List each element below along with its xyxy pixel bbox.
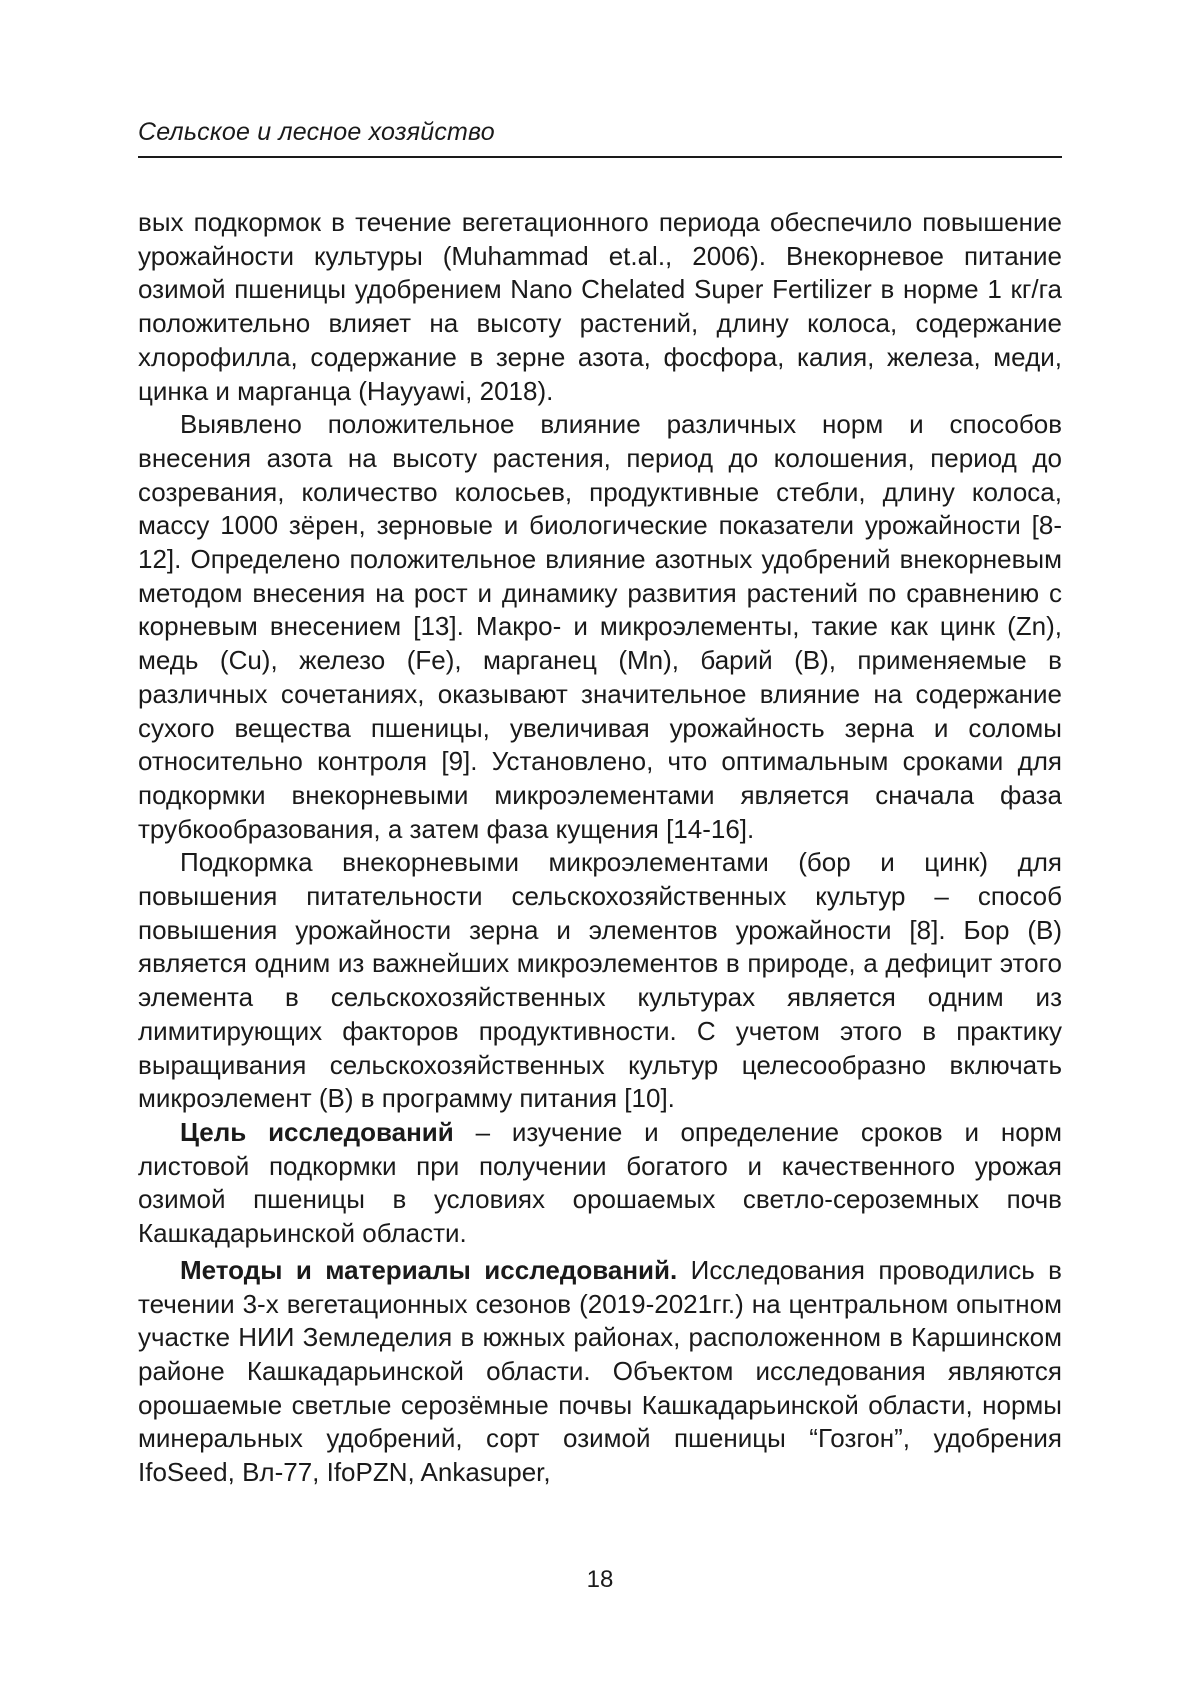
main-text xyxy=(138,206,1062,1490)
header-rule xyxy=(138,156,1062,158)
paragraph-5 xyxy=(138,1254,1062,1490)
paragraph-5-text: Исследования проводились в течении 3-х вегетационных сезонов (2019-2021гг.) на центральном опытном участке НИИ Земледелия в южных районах, расположенном в Каршинском районе Кашкадарьинской области. Объектом исследования являются орошаемые светлые серозёмные почвы Кашкадарьинской области, нормы минеральных удобрений, сорт озимой пшеницы “Гозгон”, удобрения IfoSeed, Вл-77, IfoPZN, Ankasuper, xyxy=(138,1254,1062,1488)
paragraph-1: вых подкормок в течение вегетационного периода обеспечило повышение урожайности культуры (Muhammad et.al., 2006). Внекорневое питание озимой пшеницы удобрением Nano Chelated Super Fertilizer в норме 1 кг/га положительно влияет на высоту растений, длину колоса, содержание хлорофилла, содержание в зерне азота, фосфора, калия, железа, меди, цинка и марганца (Hayyawi, 2018). xyxy=(138,207,1062,406)
running-header: Сельское и лесное хозяйство xyxy=(138,118,495,146)
paragraph-4 xyxy=(138,1116,1062,1251)
page-number: 18 xyxy=(586,1566,614,1593)
paragraph-2: Выявлено положительное влияние различных норм и способов внесения азота на высоту растения, период до колошения, период до созревания, количество колосьев, продуктивные стебли, длину колоса, массу 1000 зёрен, зерновые и биологические показатели урожайности [8-12]. Определено положительное влияние азотных удобрений внекорневым методом внесения на рост и динамику развития растений по сравнению с корневым внесением [13]. Макро- и микроэлементы, такие как цинк (Zn), медь (Cu), железо (Fe), марганец (Mn), барий (B), применяемые в различных сочетаниях, оказывают значительное влияние на содержание сухого вещества пшеницы, увеличивая урожайность зерна и соломы относительно контроля [9]. Установлено, что оптимальным сроками для подкормки внекорневыми микроэлементами является сначала фаза трубкообразования, а затем фаза кущения [14-16]. xyxy=(138,409,1062,844)
paragraph-4-text: – изучение и определение сроков и норм листовой подкормки при получении богатого и качественного урожая озимой пшеницы в условиях орошаемых светло-сероземных почв Кашкадарьинской области. xyxy=(138,1116,1062,1249)
paragraph-4-lead: Цель исследований xyxy=(180,1116,454,1147)
paragraph-5-lead: Методы и материалы исследований. xyxy=(180,1254,678,1285)
paragraph-3: Подкормка внекорневыми микроэлементами (бор и цинк) для повышения питательности сельскохозяйственных культур – способ повышения урожайности зерна и элементов урожайности [8]. Бор (B) является одним из важнейших микроэлементов в природе, а дефицит этого элемента в сельскохозяйственных культурах является одним из лимитирующих факторов продуктивности. С учетом этого в практику выращивания сельскохозяйственных культур целесообразно включать микроэлемент (B) в программу питания [10]. xyxy=(138,847,1062,1114)
